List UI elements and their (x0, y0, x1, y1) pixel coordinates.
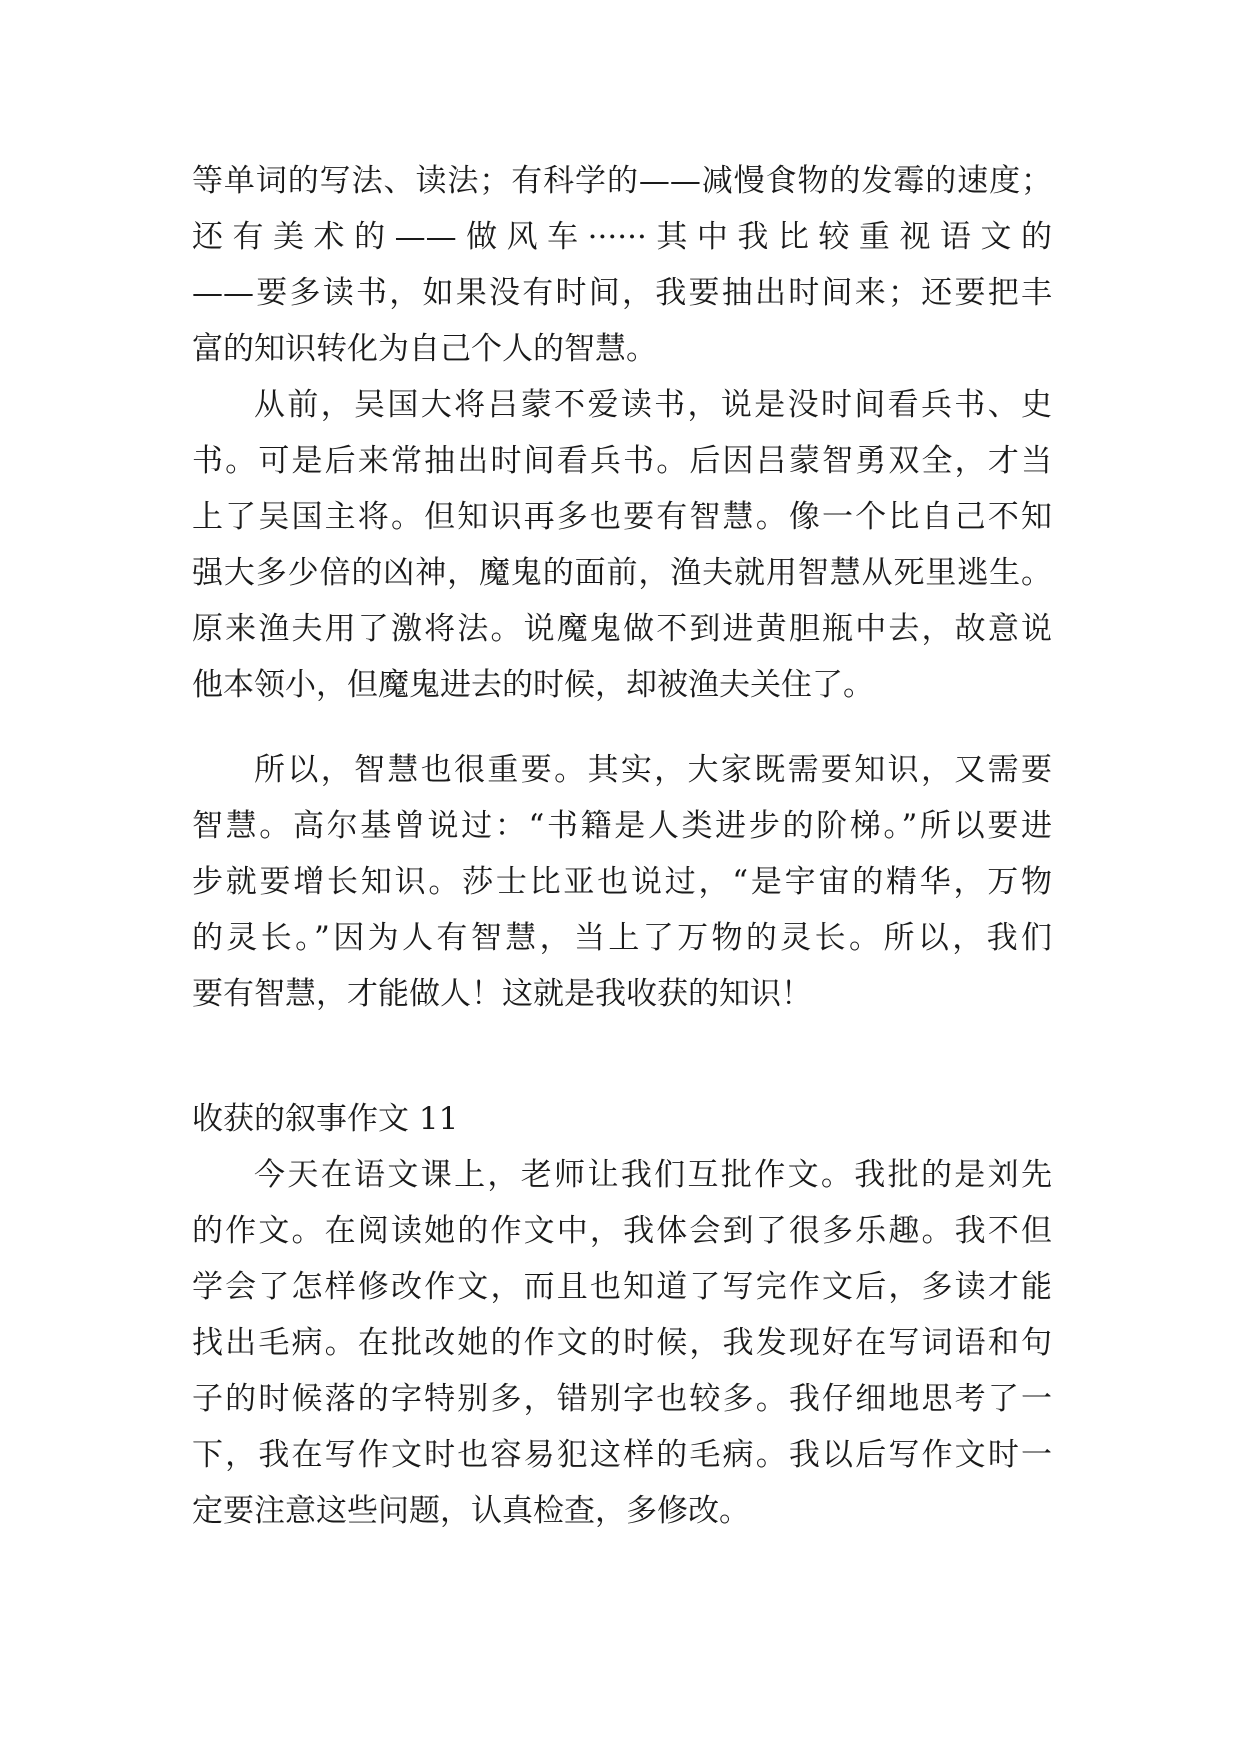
paragraph-3 (192, 742, 1052, 1022)
paragraph-4 (192, 1147, 1052, 1539)
paragraph-line: 书。可是后来常抽出时间看兵书。后因吕蒙智勇双全，才当 (192, 443, 1052, 479)
paragraph-1 (192, 153, 1052, 377)
paragraph-line: 从前，吴国大将吕蒙不爱读书，说是没时间看兵书、史 (254, 387, 1052, 423)
paragraph-line: 要有智慧，才能做人！这就是我收获的知识！ (192, 976, 812, 1012)
paragraph-line: 学会了怎样修改作文，而且也知道了写完作文后，多读才能 (192, 1269, 1052, 1305)
paragraph-line: 他本领小，但魔鬼进去的时候，却被渔夫关住了。 (192, 667, 874, 703)
paragraph-line: 强大多少倍的凶神，魔鬼的面前，渔夫就用智慧从死里逃生。 (192, 555, 1052, 591)
paragraph-line: 还有美术的——做风车······其中我比较重视语文的 (192, 219, 1052, 255)
section-title: 收获的叙事作文 11 (192, 1101, 459, 1137)
paragraph-line: 的灵长。”因为人有智慧，当上了万物的灵长。所以，我们 (192, 920, 1052, 956)
paragraph-line: 智慧。高尔基曾说过：“书籍是人类进步的阶梯。”所以要进 (192, 808, 1052, 844)
paragraph-line: 等单词的写法、读法；有科学的——减慢食物的发霉的速度； (192, 163, 1052, 199)
paragraph-line: 上了吴国主将。但知识再多也要有智慧。像一个比自己不知 (192, 499, 1052, 535)
paragraph-line: 子的时候落的字特别多，错别字也较多。我仔细地思考了一 (192, 1381, 1052, 1417)
paragraph-line: ——要多读书，如果没有时间，我要抽出时间来；还要把丰 (192, 275, 1052, 311)
paragraph-line: 步就要增长知识。莎士比亚也说过，“是宇宙的精华，万物 (192, 864, 1052, 900)
paragraph-line: 的作文。在阅读她的作文中，我体会到了很多乐趣。我不但 (192, 1213, 1052, 1249)
paragraph-line: 今天在语文课上，老师让我们互批作文。我批的是刘先 (254, 1157, 1052, 1193)
paragraph-line: 所以，智慧也很重要。其实，大家既需要知识，又需要 (254, 752, 1052, 788)
paragraph-line: 下，我在写作文时也容易犯这样的毛病。我以后写作文时一 (192, 1437, 1052, 1473)
paragraph-line: 找出毛病。在批改她的作文的时候，我发现好在写词语和句 (192, 1325, 1052, 1361)
paragraph-line: 定要注意这些问题，认真检查，多修改。 (192, 1493, 750, 1529)
paragraph-line: 原来渔夫用了激将法。说魔鬼做不到进黄胆瓶中去，故意说 (192, 611, 1052, 647)
paragraph-2 (192, 377, 1052, 713)
paragraph-line: 富的知识转化为自己个人的智慧。 (192, 331, 657, 367)
